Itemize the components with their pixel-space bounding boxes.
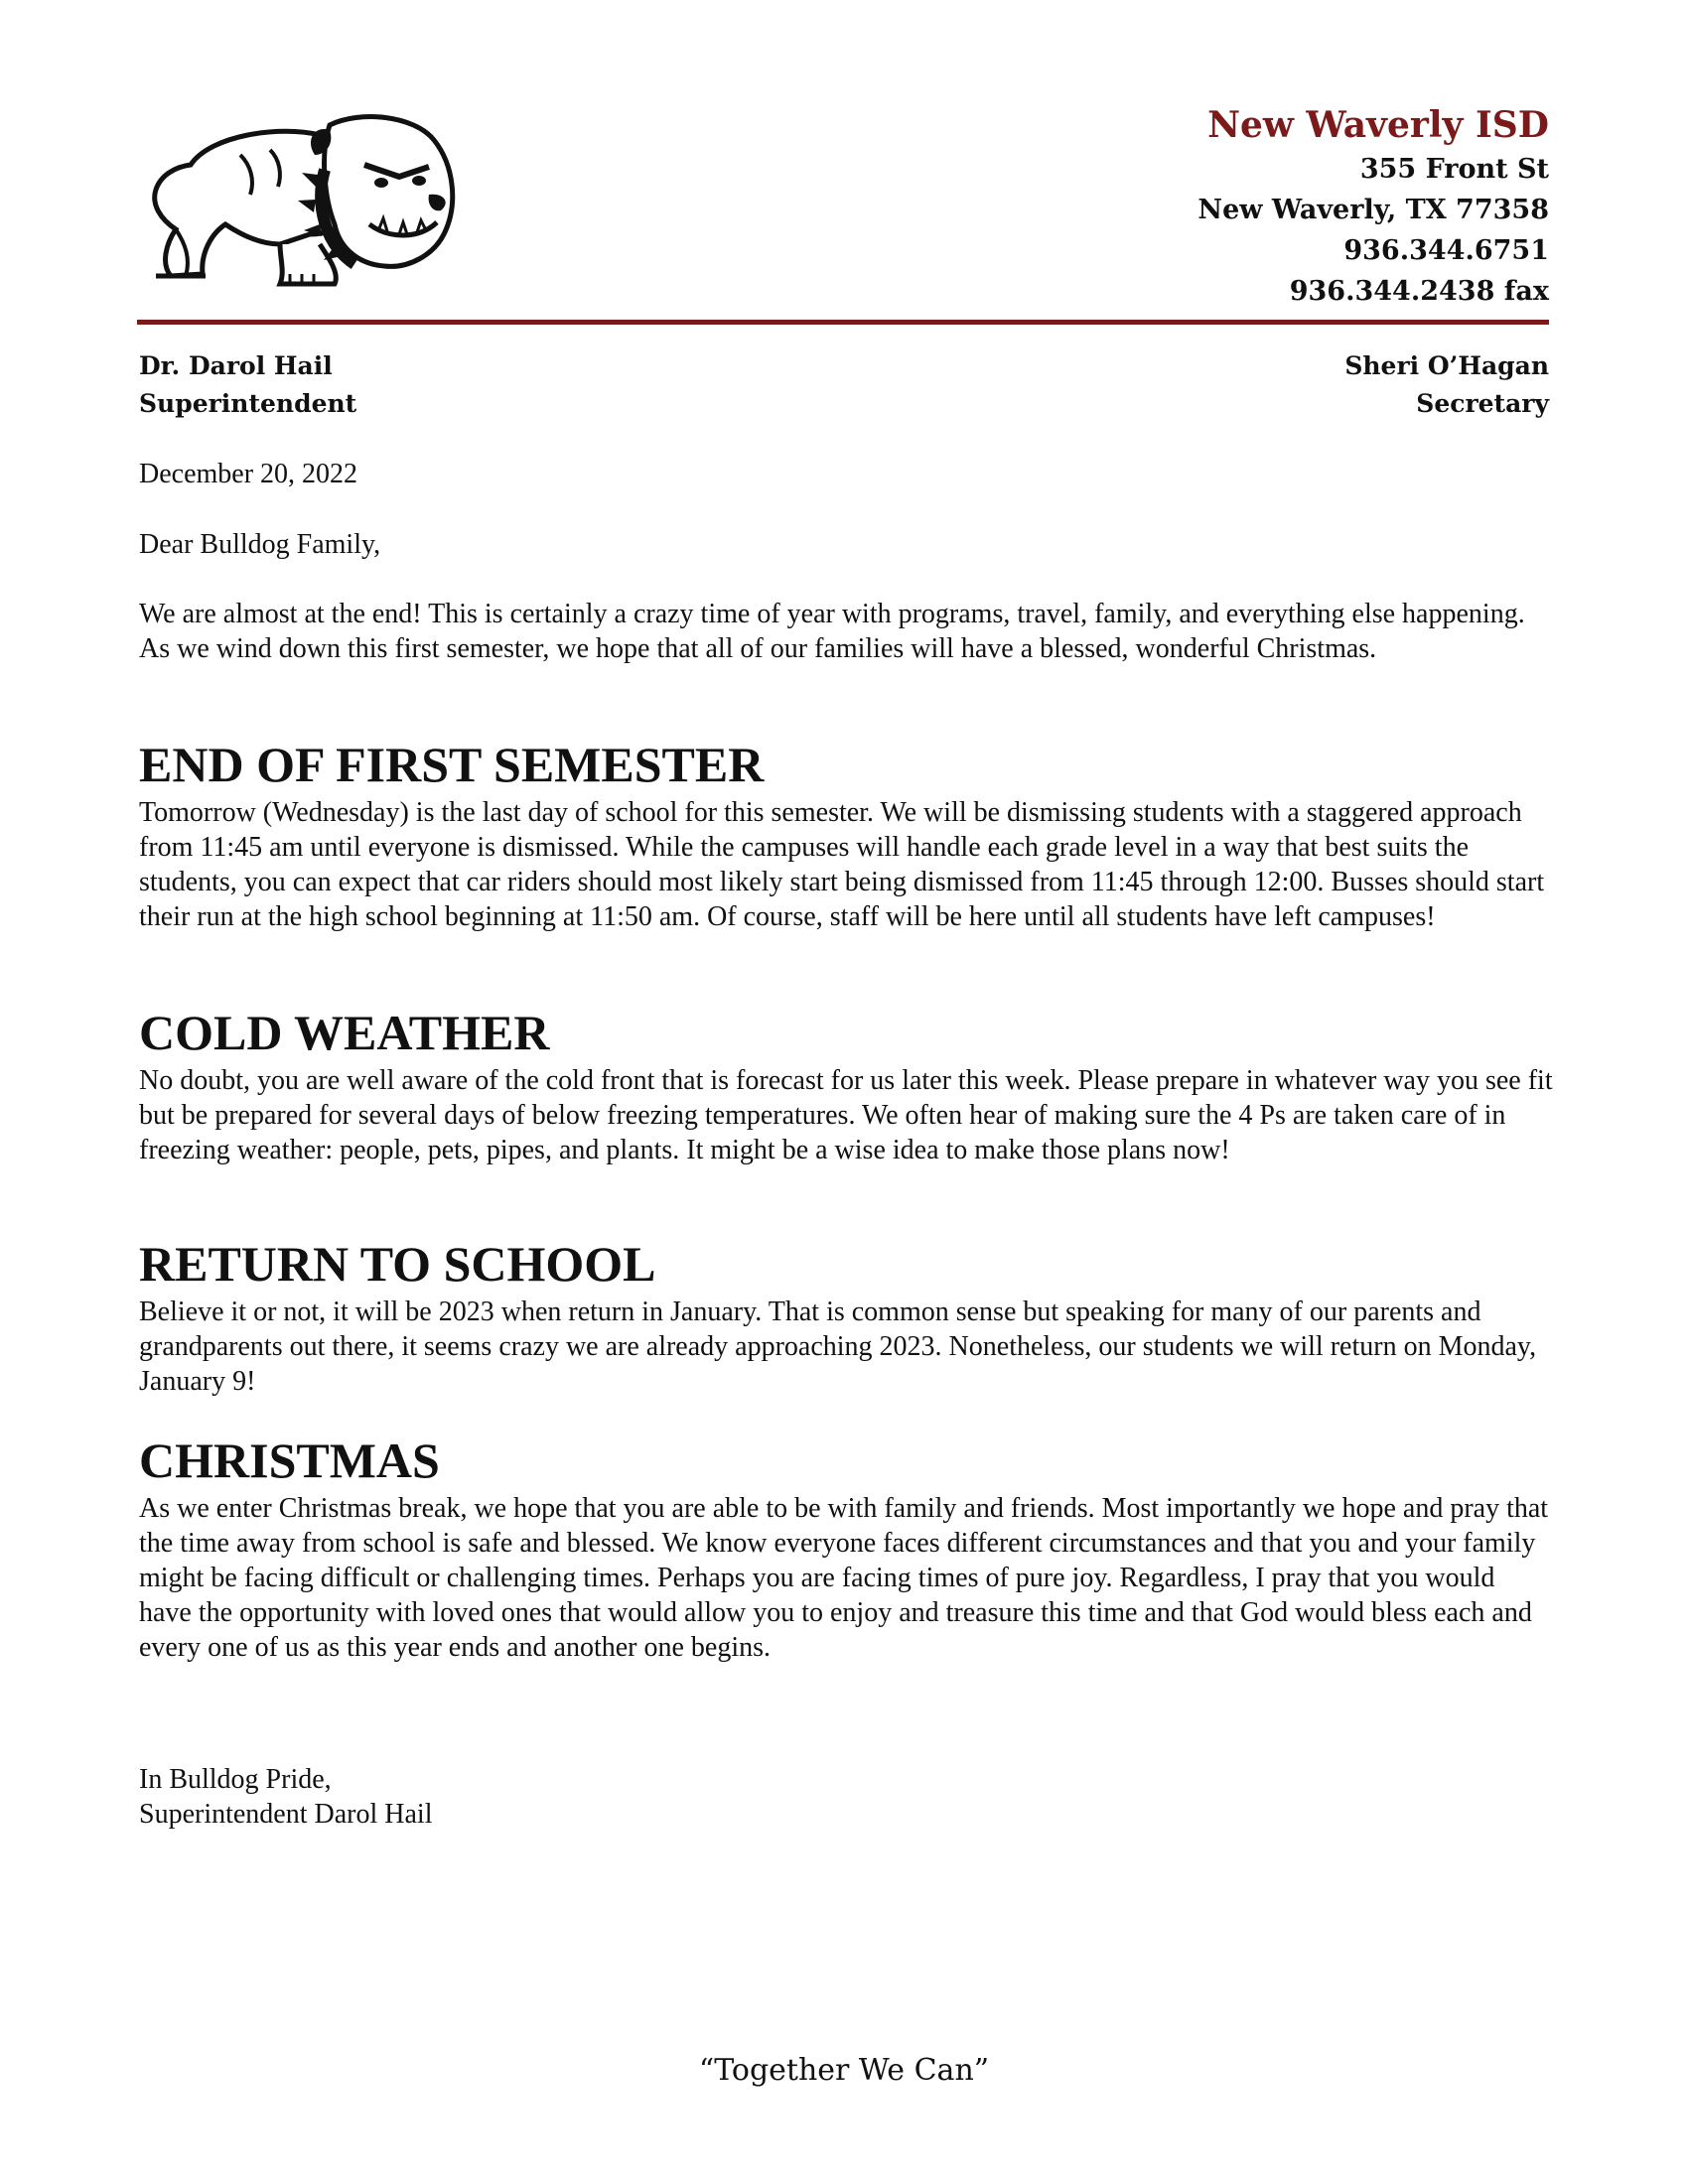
section-heading: COLD WEATHER [139,1005,550,1060]
salutation: Dear Bulldog Family, [139,529,381,560]
section-heading: RETURN TO SCHOOL [139,1236,656,1292]
superintendent-title: Superintendent [139,389,357,418]
letterhead [1197,101,1549,312]
superintendent-name: Dr. Darol Hail [139,351,333,380]
section-body: Tomorrow (Wednesday) is the last day of school for this semester. We will be dismissing students with a staggered approach from 11:45 am until everyone is dismissed. While the campuses will handle each grade level in a way that best suits the students, you can expect that car riders should most likely start being dismissed from 11:45 through 12:00. Busses should start their run at the high school beginning at 11:50 am. Of course, staff will be here until all students have left campuses! [139,797,1545,932]
header-divider [137,320,1549,325]
closing: In Bulldog Pride, [139,1764,332,1795]
section-body: No doubt, you are well aware of the cold front that is forecast for us later this week. Please prepare in whatever way you see fit but be prepared for several days of below freezing temperatures. We often hear of making sure the 4 Ps are taken care of in freezing weather: people, pets, pipes, and plants. It might be a wise idea to make those plans now! [139,1065,1553,1165]
secretary-name: Sheri O’Hagan [1344,351,1549,380]
street-address: 355 Front St [1359,154,1549,185]
secretary-block [1344,347,1549,423]
city-state-zip: New Waverly, TX 77358 [1197,195,1549,225]
bulldog-mascot-icon [131,95,469,294]
section-heading: END OF FIRST SEMESTER [139,737,765,792]
phone-number: 936.344.6751 [1343,235,1549,266]
footer-motto: “Together We Can” [698,2053,990,2088]
secretary-title: Secretary [1416,389,1549,418]
section-body: Believe it or not, it will be 2023 when return in January. That is common sense but speaking for many of our parents and grandparents out there, it seems crazy we are already approaching 2023. Nonetheless, our students we will return on Monday, January 9! [139,1297,1537,1397]
letter-date: December 20, 2022 [139,459,358,489]
section-body: As we enter Christmas break, we hope that you are able to be with family and friends. Most importantly we hope and pray that the time away from school is safe and blessed. We know everyone faces different circumstances and that you and your family might be facing difficult or challenging times. Perhaps you are facing times of pure joy. Regardless, I pray that you would have the opportunity with loved ones that would allow you to enjoy and treasure this time and that God would bless each and every one of us as this year ends and another one begins. [139,1493,1549,1663]
signature: Superintendent Darol Hail [139,1799,433,1830]
superintendent-block [139,347,356,423]
district-name: New Waverly ISD [1207,104,1549,146]
fax-number: 936.344.2438 fax [1289,276,1549,307]
intro-paragraph: We are almost at the end! This is certainly a crazy time of year with programs, travel, family, and everything else happening. As we wind down this first semester, we hope that all of our families will have a blessed, wonderful Christmas. [139,599,1525,664]
section-heading: CHRISTMAS [139,1433,440,1488]
